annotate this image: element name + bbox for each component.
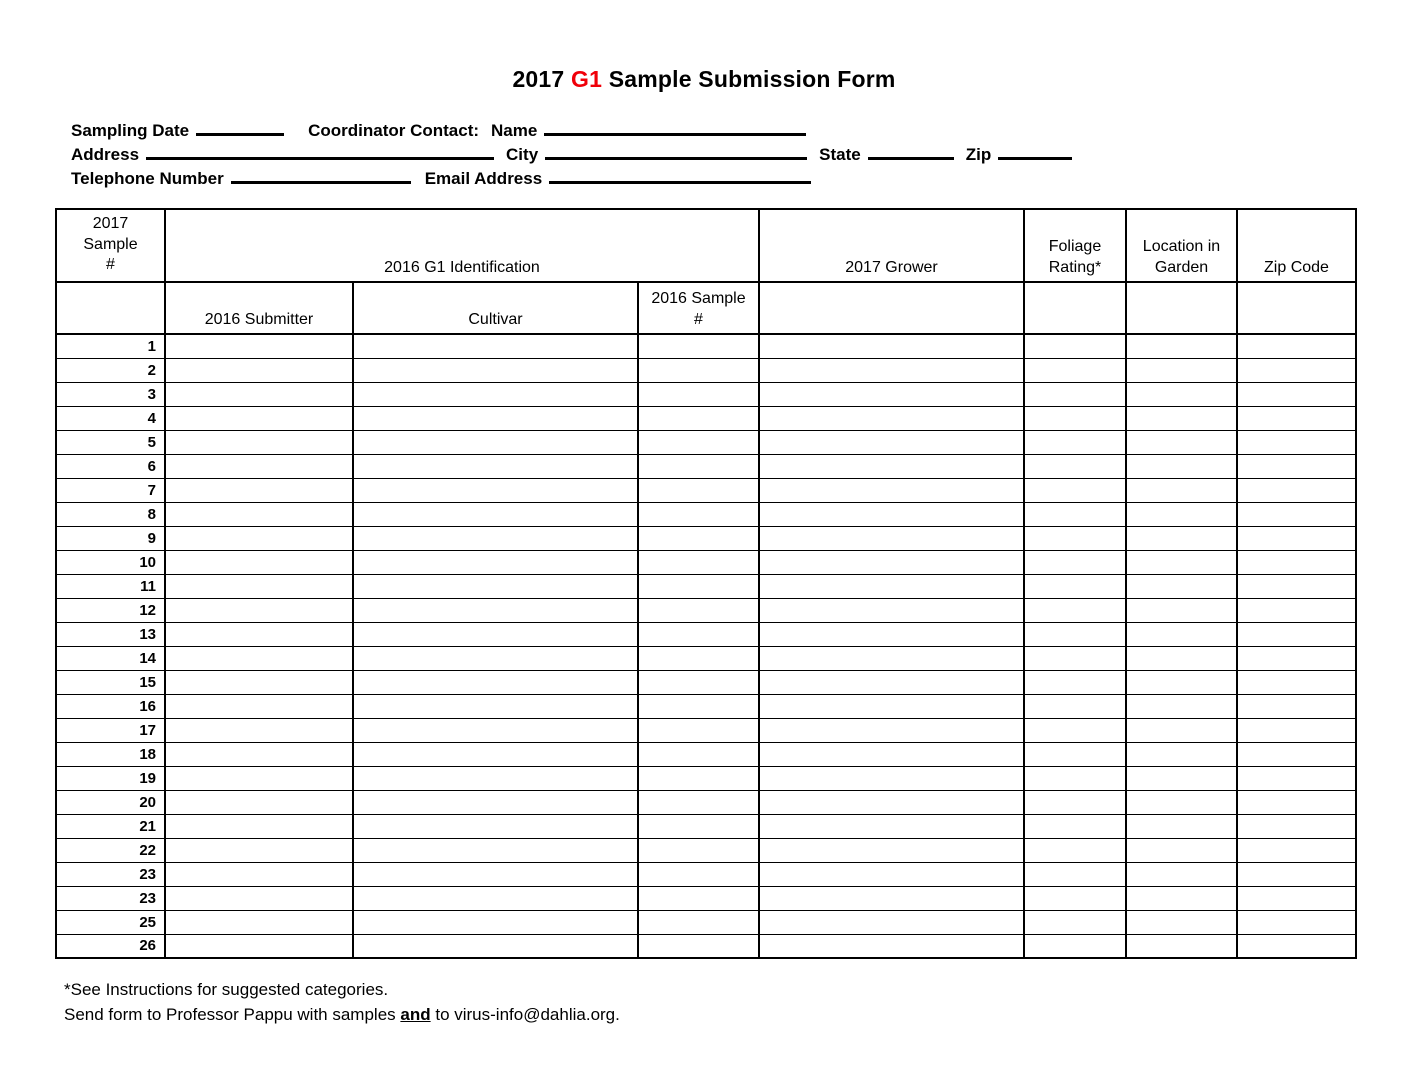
empty-form-cell (1126, 430, 1237, 454)
title-highlight-g1: G1 (571, 66, 603, 92)
empty-form-cell (759, 526, 1024, 550)
empty-form-cell (1237, 550, 1356, 574)
empty-form-cell (1024, 334, 1126, 358)
empty-form-cell (165, 358, 353, 382)
table-row (56, 550, 1356, 574)
empty-form-cell (1126, 406, 1237, 430)
header-empty-cell (759, 282, 1024, 334)
empty-form-cell (1024, 742, 1126, 766)
empty-form-cell (165, 334, 353, 358)
empty-form-cell (353, 622, 638, 646)
empty-form-cell (1024, 910, 1126, 934)
empty-form-cell (1237, 526, 1356, 550)
table-row (56, 862, 1356, 886)
empty-form-cell (353, 910, 638, 934)
empty-form-cell (759, 910, 1024, 934)
row-number: 3 (56, 382, 165, 406)
empty-form-cell (759, 838, 1024, 862)
col-header-2017-grower: 2017 Grower (759, 209, 1024, 282)
empty-form-cell (638, 766, 759, 790)
header-line: # (106, 256, 115, 274)
sampling-date-blank (196, 122, 284, 136)
row-number: 18 (56, 742, 165, 766)
empty-form-cell (1237, 934, 1356, 958)
table-row (56, 670, 1356, 694)
row-number: 21 (56, 814, 165, 838)
empty-form-cell (759, 766, 1024, 790)
email-blank (549, 170, 811, 184)
empty-form-cell (759, 646, 1024, 670)
empty-form-cell (759, 718, 1024, 742)
empty-form-cell (1024, 886, 1126, 910)
empty-form-cell (353, 862, 638, 886)
empty-form-cell (1237, 670, 1356, 694)
empty-form-cell (1126, 334, 1237, 358)
header-line: Garden (1154, 258, 1209, 276)
empty-form-cell (759, 454, 1024, 478)
row-number: 7 (56, 478, 165, 502)
empty-form-cell (1126, 910, 1237, 934)
table-row (56, 358, 1356, 382)
table-row (56, 718, 1356, 742)
col-header-cultivar: Cultivar (353, 282, 638, 334)
empty-form-cell (1126, 526, 1237, 550)
empty-form-cell (1024, 670, 1126, 694)
empty-form-cell (759, 742, 1024, 766)
row-number: 9 (56, 526, 165, 550)
empty-form-cell (1024, 718, 1126, 742)
empty-form-cell (165, 694, 353, 718)
empty-form-cell (165, 670, 353, 694)
empty-form-cell (1024, 862, 1126, 886)
empty-form-cell (353, 742, 638, 766)
table-row (56, 766, 1356, 790)
empty-form-cell (638, 742, 759, 766)
row-number: 1 (56, 334, 165, 358)
empty-form-cell (638, 862, 759, 886)
row-number: 6 (56, 454, 165, 478)
table-row (56, 334, 1356, 358)
empty-form-cell (638, 382, 759, 406)
empty-form-cell (638, 886, 759, 910)
empty-form-cell (165, 718, 353, 742)
empty-form-cell (638, 478, 759, 502)
city-blank (545, 146, 807, 160)
row-number: 17 (56, 718, 165, 742)
table-row (56, 478, 1356, 502)
col-header-2017-sample-number (56, 209, 165, 282)
empty-form-cell (1126, 694, 1237, 718)
empty-form-cell (1126, 862, 1237, 886)
header-line: Foliage (1048, 238, 1102, 256)
empty-form-cell (353, 550, 638, 574)
sampling-date-label: Sampling Date (71, 121, 190, 140)
empty-form-cell (1024, 934, 1126, 958)
empty-form-cell (759, 886, 1024, 910)
empty-form-cell (759, 358, 1024, 382)
row-number: 23 (56, 886, 165, 910)
empty-form-cell (165, 742, 353, 766)
empty-form-cell (638, 598, 759, 622)
empty-form-cell (1237, 862, 1356, 886)
header-line: 2016 Sample (651, 290, 746, 308)
table-row (56, 742, 1356, 766)
coordinator-contact-label: Coordinator Contact: (308, 121, 480, 140)
send-prefix: Send form to Professor Pappu with samples (64, 1005, 401, 1024)
empty-form-cell (1024, 838, 1126, 862)
row-number: 11 (56, 574, 165, 598)
empty-form-cell (1024, 382, 1126, 406)
empty-form-cell (1126, 646, 1237, 670)
empty-form-cell (1024, 406, 1126, 430)
empty-form-cell (353, 430, 638, 454)
empty-form-cell (1126, 814, 1237, 838)
empty-form-cell (638, 790, 759, 814)
empty-form-cell (1024, 502, 1126, 526)
empty-form-cell (353, 598, 638, 622)
empty-form-cell (353, 934, 638, 958)
address-blank (146, 146, 494, 160)
empty-form-cell (638, 622, 759, 646)
empty-form-cell (1237, 814, 1356, 838)
empty-form-cell (353, 670, 638, 694)
table-row (56, 910, 1356, 934)
empty-form-cell (165, 910, 353, 934)
empty-form-cell (165, 598, 353, 622)
empty-form-cell (1126, 550, 1237, 574)
table-row (56, 814, 1356, 838)
title-rest: Sample Submission Form (608, 66, 896, 92)
table-row (56, 646, 1356, 670)
empty-form-cell (1237, 598, 1356, 622)
empty-form-cell (1024, 478, 1126, 502)
row-number: 14 (56, 646, 165, 670)
empty-form-cell (1237, 334, 1356, 358)
empty-form-cell (353, 382, 638, 406)
empty-form-cell (353, 502, 638, 526)
empty-form-cell (1237, 358, 1356, 382)
header-row-2 (56, 282, 1356, 334)
empty-form-cell (638, 910, 759, 934)
empty-form-cell (638, 694, 759, 718)
empty-form-cell (759, 598, 1024, 622)
empty-form-cell (1126, 502, 1237, 526)
empty-form-cell (1126, 670, 1237, 694)
empty-form-cell (638, 526, 759, 550)
table-row (56, 838, 1356, 862)
empty-form-cell (1237, 622, 1356, 646)
empty-form-cell (165, 574, 353, 598)
header-empty-cell (1237, 282, 1356, 334)
header-line: # (694, 310, 703, 328)
empty-form-cell (1024, 694, 1126, 718)
empty-form-cell (353, 406, 638, 430)
empty-form-cell (165, 526, 353, 550)
contact-line-3 (71, 167, 1331, 191)
empty-form-cell (1126, 358, 1237, 382)
header-line: Rating* (1048, 258, 1102, 276)
empty-form-cell (638, 334, 759, 358)
empty-form-cell (165, 550, 353, 574)
row-number: 12 (56, 598, 165, 622)
empty-form-cell (1237, 646, 1356, 670)
footnote-instructions: *See Instructions for suggested categories. (64, 980, 389, 999)
empty-form-cell (638, 454, 759, 478)
empty-form-cell (638, 574, 759, 598)
empty-form-cell (1237, 838, 1356, 862)
row-number: 23 (56, 862, 165, 886)
name-label: Name (491, 121, 538, 140)
empty-form-cell (1237, 766, 1356, 790)
row-number: 25 (56, 910, 165, 934)
empty-form-cell (638, 670, 759, 694)
empty-form-cell (759, 574, 1024, 598)
empty-form-cell (165, 406, 353, 430)
empty-form-cell (353, 814, 638, 838)
table-row (56, 934, 1356, 958)
empty-form-cell (759, 502, 1024, 526)
empty-form-cell (165, 622, 353, 646)
empty-form-cell (1237, 694, 1356, 718)
empty-form-cell (1024, 526, 1126, 550)
row-number: 13 (56, 622, 165, 646)
empty-form-cell (759, 478, 1024, 502)
header-line: 2017 (92, 215, 129, 233)
empty-form-cell (1237, 886, 1356, 910)
empty-form-cell (1126, 574, 1237, 598)
col-header-2016-g1-identification: 2016 G1 Identification (165, 209, 759, 282)
empty-form-cell (759, 934, 1024, 958)
empty-form-cell (353, 574, 638, 598)
header-line: Sample (83, 235, 138, 253)
title-year: 2017 (512, 66, 565, 92)
telephone-label: Telephone Number (71, 169, 224, 188)
row-number: 4 (56, 406, 165, 430)
empty-form-cell (165, 502, 353, 526)
col-header-2016-sample-number (638, 282, 759, 334)
col-header-2016-submitter: 2016 Submitter (165, 282, 353, 334)
col-header-location-in-garden (1126, 209, 1237, 282)
table-row (56, 382, 1356, 406)
empty-form-cell (1024, 766, 1126, 790)
empty-form-cell (1126, 478, 1237, 502)
row-number: 16 (56, 694, 165, 718)
empty-form-cell (1024, 814, 1126, 838)
empty-form-cell (1237, 574, 1356, 598)
header-empty-cell (1126, 282, 1237, 334)
empty-form-cell (165, 934, 353, 958)
empty-form-cell (759, 670, 1024, 694)
empty-form-cell (1237, 742, 1356, 766)
empty-form-cell (638, 838, 759, 862)
empty-form-cell (759, 694, 1024, 718)
table-row (56, 694, 1356, 718)
empty-form-cell (1024, 646, 1126, 670)
empty-form-cell (353, 838, 638, 862)
table-row (56, 622, 1356, 646)
empty-form-cell (353, 766, 638, 790)
empty-form-cell (1024, 430, 1126, 454)
empty-form-cell (165, 430, 353, 454)
table-row (56, 526, 1356, 550)
empty-form-cell (165, 382, 353, 406)
footnotes (64, 977, 620, 1027)
empty-form-cell (1024, 574, 1126, 598)
table-row (56, 430, 1356, 454)
table-row (56, 406, 1356, 430)
table-row (56, 454, 1356, 478)
empty-form-cell (165, 814, 353, 838)
address-label: Address (71, 145, 140, 164)
empty-form-cell (1237, 910, 1356, 934)
empty-form-cell (1237, 502, 1356, 526)
empty-form-cell (165, 454, 353, 478)
empty-form-cell (638, 430, 759, 454)
header-row-1 (56, 209, 1356, 282)
empty-form-cell (165, 838, 353, 862)
empty-form-cell (638, 718, 759, 742)
empty-form-cell (353, 790, 638, 814)
row-number: 2 (56, 358, 165, 382)
empty-form-cell (165, 886, 353, 910)
row-number: 5 (56, 430, 165, 454)
empty-form-cell (353, 478, 638, 502)
row-number: 15 (56, 670, 165, 694)
empty-form-cell (759, 862, 1024, 886)
send-and-emphasis: and (400, 1005, 431, 1024)
row-number: 22 (56, 838, 165, 862)
empty-form-cell (1237, 718, 1356, 742)
table-row (56, 598, 1356, 622)
empty-form-cell (1126, 934, 1237, 958)
empty-form-cell (759, 406, 1024, 430)
city-label: City (506, 145, 539, 164)
empty-form-cell (759, 334, 1024, 358)
empty-form-cell (1126, 598, 1237, 622)
empty-form-cell (759, 790, 1024, 814)
empty-form-cell (1237, 478, 1356, 502)
empty-form-cell (1024, 550, 1126, 574)
header-line: Location in (1142, 238, 1221, 256)
empty-form-cell (638, 550, 759, 574)
empty-form-cell (1126, 766, 1237, 790)
empty-form-cell (638, 934, 759, 958)
zip-blank (998, 146, 1072, 160)
header-empty-cell (56, 282, 165, 334)
col-header-foliage-rating (1024, 209, 1126, 282)
empty-form-cell (1024, 790, 1126, 814)
empty-form-cell (353, 694, 638, 718)
telephone-blank (231, 170, 411, 184)
row-number: 19 (56, 766, 165, 790)
row-number: 26 (56, 934, 165, 958)
header-empty-cell (1024, 282, 1126, 334)
empty-form-cell (1126, 718, 1237, 742)
name-blank (544, 122, 806, 136)
table-body (56, 334, 1356, 958)
empty-form-cell (1024, 622, 1126, 646)
table-row (56, 790, 1356, 814)
row-number: 20 (56, 790, 165, 814)
table-row (56, 574, 1356, 598)
empty-form-cell (1126, 838, 1237, 862)
contact-block (71, 119, 1331, 191)
empty-form-cell (353, 526, 638, 550)
empty-form-cell (1237, 382, 1356, 406)
contact-line-1 (71, 119, 1331, 143)
state-label: State (819, 145, 861, 164)
empty-form-cell (1024, 598, 1126, 622)
table-row (56, 886, 1356, 910)
empty-form-cell (1024, 358, 1126, 382)
empty-form-cell (759, 382, 1024, 406)
empty-form-cell (759, 622, 1024, 646)
empty-form-cell (1126, 742, 1237, 766)
empty-form-cell (759, 550, 1024, 574)
empty-form-cell (1126, 382, 1237, 406)
empty-form-cell (1126, 886, 1237, 910)
email-label: Email Address (424, 169, 543, 188)
empty-form-cell (353, 646, 638, 670)
empty-form-cell (165, 862, 353, 886)
empty-form-cell (165, 790, 353, 814)
empty-form-cell (165, 646, 353, 670)
empty-form-cell (1237, 790, 1356, 814)
footnote-send (64, 1002, 620, 1027)
empty-form-cell (1237, 454, 1356, 478)
empty-form-cell (353, 886, 638, 910)
empty-form-cell (1237, 430, 1356, 454)
send-suffix: to virus-info@dahlia.org. (430, 1005, 620, 1024)
empty-form-cell (638, 814, 759, 838)
empty-form-cell (165, 766, 353, 790)
row-number: 10 (56, 550, 165, 574)
empty-form-cell (1126, 790, 1237, 814)
table-row (56, 502, 1356, 526)
empty-form-cell (353, 454, 638, 478)
empty-form-cell (353, 358, 638, 382)
zip-label: Zip (965, 145, 992, 164)
empty-form-cell (353, 334, 638, 358)
empty-form-cell (638, 358, 759, 382)
contact-line-2 (71, 143, 1331, 167)
empty-form-cell (1024, 454, 1126, 478)
empty-form-cell (1126, 622, 1237, 646)
state-blank (868, 146, 954, 160)
sample-table (55, 208, 1357, 959)
empty-form-cell (759, 430, 1024, 454)
empty-form-cell (165, 478, 353, 502)
empty-form-cell (353, 718, 638, 742)
empty-form-cell (638, 502, 759, 526)
col-header-zip-code: Zip Code (1237, 209, 1356, 282)
empty-form-cell (638, 406, 759, 430)
empty-form-cell (759, 814, 1024, 838)
empty-form-cell (1126, 454, 1237, 478)
page-title (0, 66, 1408, 93)
row-number: 8 (56, 502, 165, 526)
empty-form-cell (638, 646, 759, 670)
empty-form-cell (1237, 406, 1356, 430)
